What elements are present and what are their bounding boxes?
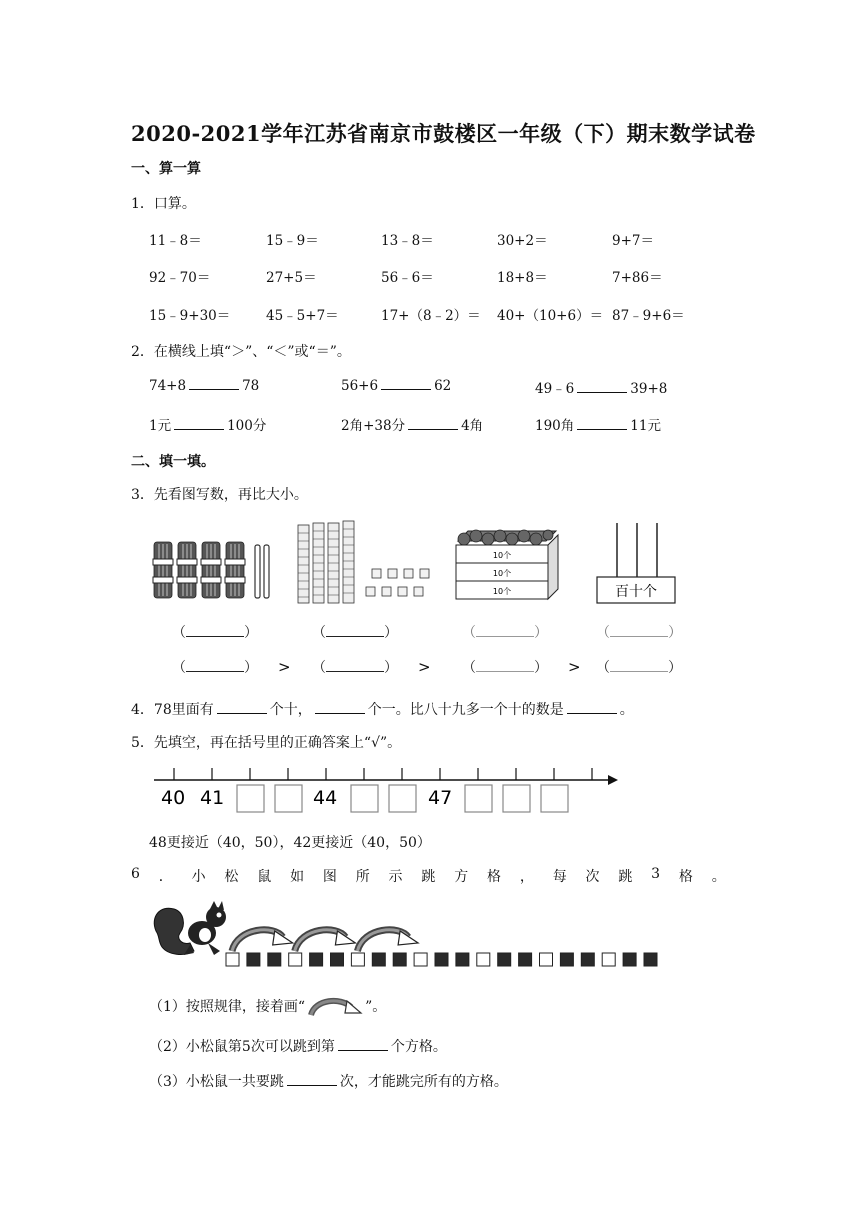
filled-square bbox=[498, 953, 511, 966]
sub2-text-b: 个方格。 bbox=[390, 1039, 447, 1055]
answer-blank[interactable] bbox=[186, 626, 244, 637]
section-heading-2: 二、填一填。 bbox=[131, 454, 215, 470]
abacus bbox=[597, 523, 675, 603]
answer-paren[interactable] bbox=[462, 622, 548, 642]
answer-blank[interactable] bbox=[476, 661, 534, 672]
filled-square bbox=[310, 953, 323, 966]
question-4-part3: 个一。比八十九多一个十的数是 bbox=[367, 702, 564, 718]
answer-paren[interactable] bbox=[596, 657, 682, 677]
stick-bundles bbox=[153, 542, 269, 598]
comparison-left: 74+8 bbox=[149, 378, 187, 394]
filled-square bbox=[372, 953, 385, 966]
greater-than-sign: > bbox=[278, 658, 291, 676]
comparison-left: 56+6 bbox=[341, 378, 379, 394]
answer-paren[interactable] bbox=[596, 622, 682, 642]
label-char: 次 bbox=[585, 869, 600, 885]
filled-square bbox=[268, 953, 281, 966]
answer-blank[interactable] bbox=[338, 1038, 388, 1051]
comparison-right: 100分 bbox=[227, 418, 267, 434]
answer-blank[interactable] bbox=[287, 1073, 337, 1086]
answer-box[interactable] bbox=[275, 785, 302, 812]
filled-square bbox=[560, 953, 573, 966]
answer-box[interactable] bbox=[237, 785, 264, 812]
answer-paren[interactable] bbox=[312, 657, 398, 677]
question-6-sub2 bbox=[149, 1036, 447, 1056]
answer-blank[interactable] bbox=[326, 626, 384, 637]
arithmetic-item: 45﹣5+7＝ bbox=[266, 308, 339, 324]
paren-close: ） bbox=[244, 625, 258, 641]
label-char: 3 bbox=[651, 866, 661, 882]
filled-square bbox=[623, 953, 636, 966]
comparison-right: 4角 bbox=[461, 418, 484, 434]
number-label: 41 bbox=[200, 787, 225, 809]
empty-square bbox=[540, 953, 553, 966]
label-char: 6 bbox=[131, 866, 140, 882]
sub1-text-a: （1）按照规律，接着画“ bbox=[149, 999, 306, 1015]
empty-square bbox=[226, 953, 239, 966]
label-char: 格 bbox=[487, 869, 502, 885]
question-4-part4: 。 bbox=[619, 702, 634, 718]
label-char: 如 bbox=[290, 869, 305, 885]
arithmetic-item: 92﹣70＝ bbox=[149, 270, 211, 286]
sub2-text-a: （2）小松鼠第5次可以跳到第 bbox=[149, 1039, 335, 1055]
answer-box[interactable] bbox=[351, 785, 378, 812]
grid-squares bbox=[226, 953, 657, 966]
answer-blank[interactable] bbox=[189, 377, 239, 390]
filled-square bbox=[247, 953, 260, 966]
question-4 bbox=[131, 699, 634, 719]
arithmetic-item: 87﹣9+6＝ bbox=[612, 308, 685, 324]
arithmetic-item: 7+86＝ bbox=[612, 270, 663, 286]
label-char: 格 bbox=[678, 869, 693, 885]
empty-square bbox=[602, 953, 615, 966]
paren-close: ） bbox=[668, 625, 682, 641]
answer-paren[interactable] bbox=[172, 657, 258, 677]
comparison-item bbox=[535, 414, 661, 434]
answer-blank[interactable] bbox=[577, 417, 627, 430]
answer-blank[interactable] bbox=[381, 377, 431, 390]
empty-square bbox=[351, 953, 364, 966]
jump-arrow-icon bbox=[307, 995, 363, 1019]
arithmetic-item: 30+2＝ bbox=[497, 233, 548, 249]
answer-box[interactable] bbox=[541, 785, 568, 812]
answer-blank[interactable] bbox=[326, 661, 384, 672]
label-char: 鼠 bbox=[257, 869, 272, 885]
arithmetic-item: 11﹣8＝ bbox=[149, 233, 202, 249]
comparison-right: 78 bbox=[242, 378, 260, 394]
paren-close: ） bbox=[534, 625, 548, 641]
filled-square bbox=[435, 953, 448, 966]
answer-blank[interactable] bbox=[186, 661, 244, 672]
paren-close: ） bbox=[384, 660, 398, 676]
paren-open: （ bbox=[462, 625, 476, 641]
filled-square bbox=[456, 953, 469, 966]
number-line bbox=[150, 760, 620, 820]
answer-blank[interactable] bbox=[476, 626, 534, 637]
label-char: 示 bbox=[388, 869, 403, 885]
sub3-text-b: 次，才能跳完所有的方格。 bbox=[339, 1074, 508, 1090]
apple-crates bbox=[456, 530, 558, 599]
place-value-figure bbox=[150, 515, 680, 683]
empty-square bbox=[414, 953, 427, 966]
answer-box[interactable] bbox=[389, 785, 416, 812]
filled-square bbox=[393, 953, 406, 966]
arithmetic-item: 56﹣6＝ bbox=[381, 270, 434, 286]
number-label: 44 bbox=[313, 787, 338, 809]
base-ten-blocks bbox=[298, 521, 429, 603]
answer-paren[interactable] bbox=[462, 657, 548, 677]
paren-open: （ bbox=[312, 660, 326, 676]
paren-open: （ bbox=[462, 660, 476, 676]
comparison-right: 11元 bbox=[630, 418, 661, 434]
answer-blank[interactable] bbox=[408, 417, 458, 430]
question-5-statement: 48更接近（40，50），42更接近（40，50） bbox=[149, 835, 431, 851]
answer-blank[interactable] bbox=[610, 661, 668, 672]
answer-paren[interactable] bbox=[172, 622, 258, 642]
arithmetic-item: 18+8＝ bbox=[497, 270, 548, 286]
sub3-text-a: （3）小松鼠一共要跳 bbox=[149, 1074, 284, 1090]
label-char: 每 bbox=[552, 869, 567, 885]
question-6-sub3 bbox=[149, 1071, 508, 1091]
answer-blank[interactable] bbox=[315, 701, 365, 714]
abacus-label: 百十个 bbox=[615, 584, 657, 600]
squirrel-jump-illustration bbox=[150, 895, 665, 975]
label-char: 跳 bbox=[618, 869, 633, 885]
squirrel-jump-figure bbox=[150, 895, 665, 975]
question-5-label: 5．先填空，再在括号里的正确答案上“√”。 bbox=[131, 735, 402, 751]
answer-box[interactable] bbox=[465, 785, 492, 812]
greater-than-sign: > bbox=[418, 658, 431, 676]
crate-label: 10个 bbox=[492, 587, 512, 596]
comparison-left: 190角 bbox=[535, 418, 575, 434]
crate-label: 10个 bbox=[492, 569, 512, 578]
answer-blank[interactable] bbox=[567, 701, 617, 714]
paren-open: （ bbox=[172, 660, 186, 676]
arithmetic-item: 15﹣9＝ bbox=[266, 233, 319, 249]
crate-label: 10个 bbox=[492, 551, 512, 560]
arithmetic-item: 9+7＝ bbox=[612, 233, 654, 249]
label-char: 图 bbox=[322, 869, 337, 885]
number-line-figure bbox=[150, 760, 620, 820]
label-char: 小 bbox=[191, 869, 206, 885]
jump-arrow-icon bbox=[295, 930, 356, 951]
question-4-part1: 4．78里面有 bbox=[131, 702, 214, 718]
question-6-label bbox=[131, 866, 726, 886]
arithmetic-item: 17+（8﹣2）＝ bbox=[381, 308, 481, 324]
answer-blank[interactable] bbox=[174, 417, 224, 430]
comparison-item bbox=[149, 377, 259, 394]
label-char: 。 bbox=[711, 869, 726, 885]
empty-square bbox=[477, 953, 490, 966]
label-char: 方 bbox=[454, 869, 469, 885]
arithmetic-item: 13﹣8＝ bbox=[381, 233, 434, 249]
filled-square bbox=[331, 953, 344, 966]
paren-close: ） bbox=[668, 660, 682, 676]
answer-blank[interactable] bbox=[217, 701, 267, 714]
paren-close: ） bbox=[384, 625, 398, 641]
comparison-item bbox=[341, 414, 483, 434]
arithmetic-item: 27+5＝ bbox=[266, 270, 317, 286]
filled-square bbox=[644, 953, 657, 966]
label-char: 松 bbox=[224, 869, 239, 885]
comparison-item bbox=[149, 414, 266, 434]
greater-than-sign: > bbox=[568, 658, 581, 676]
comparison-right: 62 bbox=[434, 378, 452, 394]
jump-arrows bbox=[232, 930, 418, 951]
label-char: ， bbox=[519, 869, 534, 885]
question-3-label: 3．先看图写数，再比大小。 bbox=[131, 487, 308, 503]
comparison-item bbox=[535, 377, 667, 397]
page-title: 2020-2021学年江苏省南京市鼓楼区一年级（下）期末数学试卷 bbox=[131, 121, 756, 146]
label-char: 跳 bbox=[421, 869, 436, 885]
paren-open: （ bbox=[172, 625, 186, 641]
comparison-right: 39+8 bbox=[630, 381, 668, 397]
answer-blank[interactable] bbox=[610, 626, 668, 637]
empty-square bbox=[289, 953, 302, 966]
paren-open: （ bbox=[596, 660, 610, 676]
paren-close: ） bbox=[534, 660, 548, 676]
answer-box[interactable] bbox=[503, 785, 530, 812]
paren-open: （ bbox=[312, 625, 326, 641]
jump-arrow-icon bbox=[357, 930, 418, 951]
squirrel-icon bbox=[154, 901, 226, 955]
number-label: 40 bbox=[161, 787, 186, 809]
answer-blank[interactable] bbox=[577, 380, 627, 393]
paren-close: ） bbox=[244, 660, 258, 676]
question-6-sub1 bbox=[149, 995, 386, 1019]
filled-square bbox=[581, 953, 594, 966]
comparison-left: 49﹣6 bbox=[535, 381, 575, 397]
filled-square bbox=[519, 953, 532, 966]
label-char: 所 bbox=[355, 869, 370, 885]
question-4-part2: 个十， bbox=[269, 702, 312, 718]
paren-open: （ bbox=[596, 625, 610, 641]
number-label: 47 bbox=[428, 787, 453, 809]
answer-paren[interactable] bbox=[312, 622, 398, 642]
sub1-text-b: ”。 bbox=[365, 999, 387, 1015]
question-1-label: 1．口算。 bbox=[131, 196, 196, 212]
comparison-left: 1元 bbox=[149, 418, 172, 434]
arithmetic-item: 40+（10+6）＝ bbox=[497, 308, 604, 324]
jump-arrow-icon bbox=[232, 930, 293, 951]
label-char: ． bbox=[158, 869, 173, 885]
question-2-label: 2．在横线上填“＞”、“＜”或“＝”。 bbox=[131, 344, 351, 360]
comparison-item bbox=[341, 377, 451, 394]
arithmetic-item: 15﹣9+30＝ bbox=[149, 308, 231, 324]
section-heading-1: 一、算一算 bbox=[131, 161, 201, 177]
comparison-left: 2角+38分 bbox=[341, 418, 406, 434]
